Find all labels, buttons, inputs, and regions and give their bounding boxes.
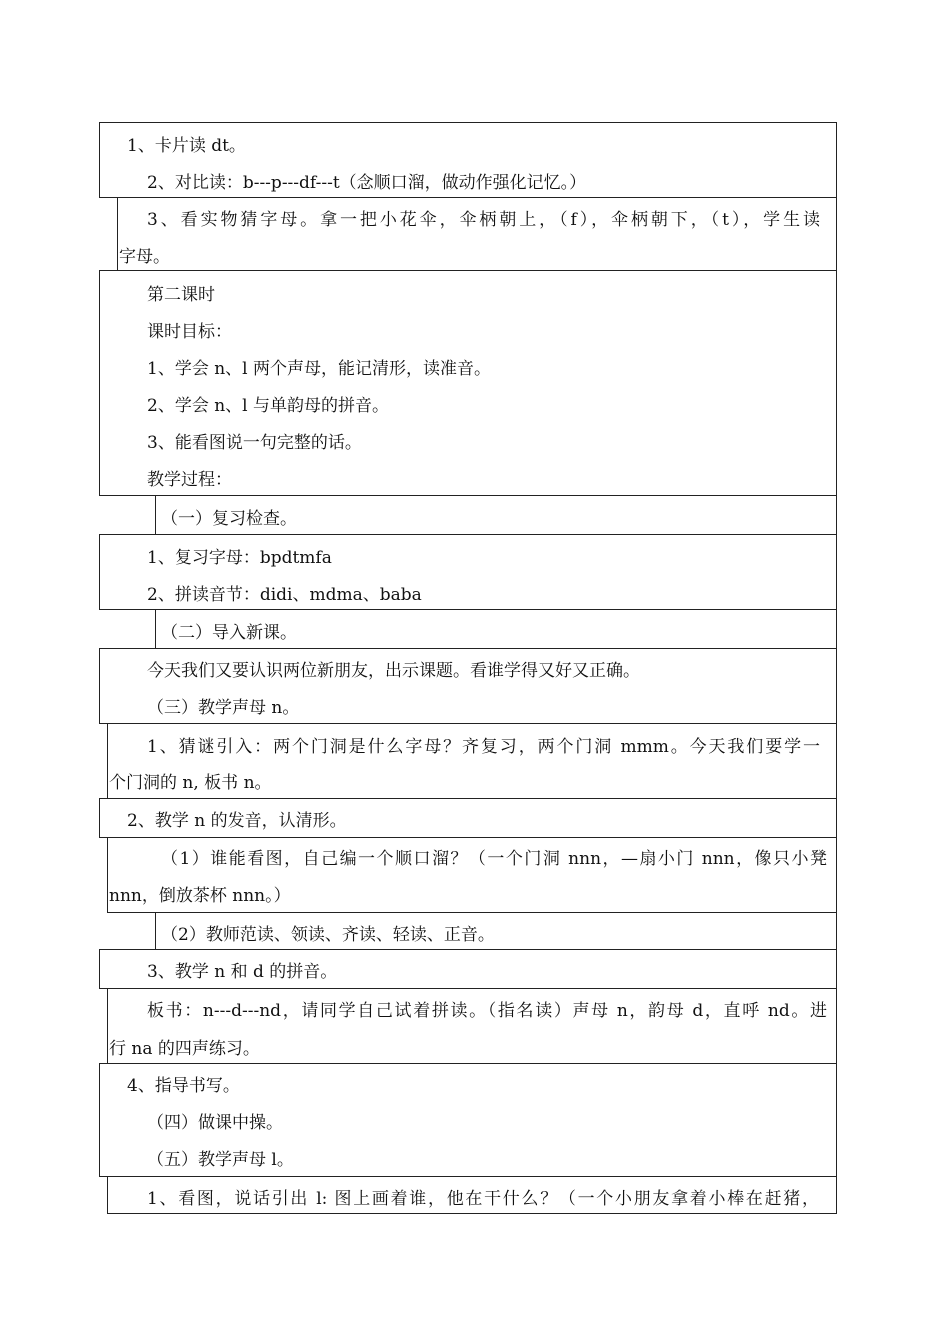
- text-line: 3、看实物猜字母。拿一把小花伞，伞柄朝上，（f），伞柄朝下，（t），学生读: [147, 210, 820, 230]
- text-line: 个门洞的 n, 板书 n。: [109, 773, 272, 793]
- text-line: 1、复习字母：bpdtmfa: [147, 548, 332, 568]
- section-heading: （五）教学声母 l。: [147, 1150, 294, 1170]
- text-line: nnn，倒放茶杯 nnn。）: [109, 886, 291, 906]
- text-line: （2）教师范读、领读、齐读、轻读、正音。: [161, 925, 495, 945]
- text-line: 2、学会 n、l 与单韵母的拼音。: [147, 396, 390, 416]
- section-heading: （四）做课中操。: [147, 1113, 283, 1133]
- text-line: （1）谁能看图，自己编一个顺口溜？（一个门洞 nnn，—扇小门 nnn，像只小凳: [161, 849, 827, 869]
- section-heading: （二）导入新课。: [161, 623, 297, 643]
- text-line: 2、教学 n 的发音，认清形。: [127, 811, 347, 831]
- text-line: 1、看图，说话引出 l: 图上画着谁，他在干什么？（一个小朋友拿着小棒在赶猪，: [147, 1189, 819, 1209]
- text-line: 课时目标：: [147, 322, 232, 342]
- text-line: 行 na 的四声练习。: [109, 1039, 260, 1059]
- text-line: 今天我们又要认识两位新朋友，出示课题。看谁学得又好又正确。: [147, 661, 640, 681]
- text-line: 1、学会 n、l 两个声母，能记清形，读准音。: [147, 359, 492, 379]
- text-line: 板书：n---d---nd，请同学自己试着拼读。（指名读）声母 n，韵母 d，直呼 nd。进: [147, 1001, 827, 1021]
- text-box-2: [117, 197, 837, 271]
- text-line: 3、教学 n 和 d 的拼音。: [147, 962, 338, 982]
- section-heading: （三）教学声母 n。: [147, 698, 300, 718]
- text-line: 3、能看图说一句完整的话。: [147, 433, 362, 453]
- text-line: 1、猜谜引入：两个门洞是什么字母？齐复习，两个门洞 mmm。今天我们要学一: [147, 737, 820, 757]
- text-line: 4、指导书写。: [127, 1076, 240, 1096]
- text-line: 教学过程：: [147, 470, 232, 490]
- section-heading: （一）复习检查。: [161, 509, 297, 529]
- lesson-title: 第二课时: [147, 285, 215, 305]
- text-line: 字母。: [119, 247, 170, 267]
- text-line: 2、对比读：b---p---df---t（念顺口溜，做动作强化记忆。）: [147, 173, 587, 193]
- text-line: 1、卡片读 dt。: [127, 136, 246, 156]
- text-line: 2、拼读音节：didi、mdma、baba: [147, 585, 422, 605]
